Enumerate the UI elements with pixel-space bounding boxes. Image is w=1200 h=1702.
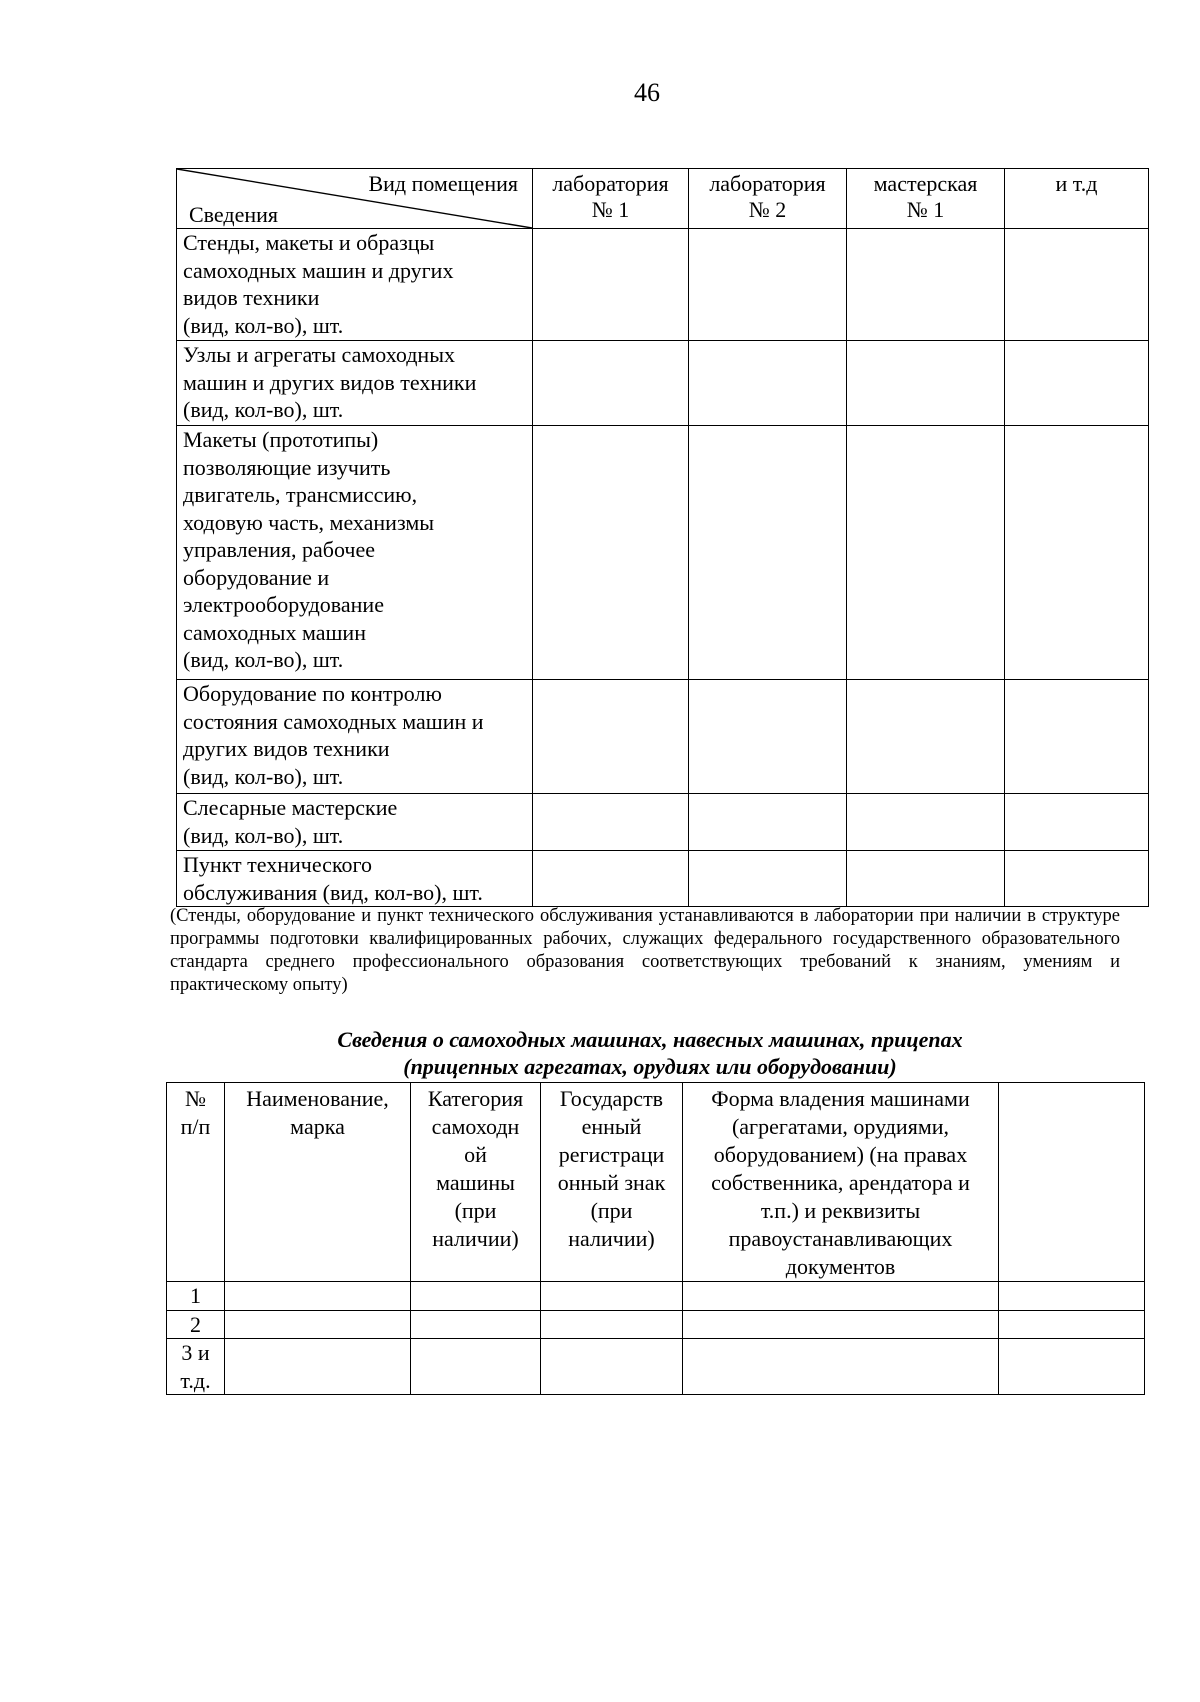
table-cell: [683, 1310, 999, 1339]
table-cell: [689, 851, 847, 907]
table-cell: [683, 1339, 999, 1395]
row-number: 1: [167, 1282, 225, 1311]
row-label: Оборудование по контролю состояния самоходных машин и других видов техники (вид, кол-во), шт.: [177, 680, 533, 794]
table-cell: [225, 1282, 411, 1311]
table-row: [167, 1282, 1145, 1311]
table-cell: [225, 1310, 411, 1339]
table-cell: [999, 1339, 1145, 1395]
table-cell: [541, 1282, 683, 1311]
machines-header-row: [167, 1083, 1145, 1282]
table-cell: [1005, 229, 1149, 341]
table-cell: [1005, 794, 1149, 851]
row-label: Стенды, макеты и образцы самоходных машин и других видов техники (вид, кол-во), шт.: [177, 229, 533, 341]
column-header: мастерская № 1: [847, 169, 1005, 229]
table-cell: [847, 851, 1005, 907]
table-cell: [533, 426, 689, 680]
corner-header-cell: [177, 169, 533, 229]
table-cell: [689, 229, 847, 341]
table-cell: [847, 794, 1005, 851]
table-row: [177, 426, 1149, 680]
column-header: лаборатория № 2: [689, 169, 847, 229]
table-cell: [541, 1310, 683, 1339]
corner-header-top: Вид помещения: [368, 171, 518, 196]
table-cell: [411, 1339, 541, 1395]
footnote: (Стенды, оборудование и пункт технического обслуживания устанавливаются в лаборатории при наличии в структуре программы подготовки квалифицированных рабочих, служащих федерального государственного образовательного стандарта среднего профессионального образования соответствующих требований к знаниям, умениям и практическому опыту): [170, 906, 1120, 995]
table-cell: [1005, 851, 1149, 907]
table-cell: [225, 1339, 411, 1395]
table-cell: [533, 229, 689, 341]
section-title: Сведения о самоходных машинах, навесных машинах, прицепах (прицепных агрегатах, орудиях или оборудовании): [337, 1027, 963, 1079]
table-cell: [541, 1339, 683, 1395]
row-number: 3 и т.д.: [167, 1339, 225, 1395]
table-cell: [533, 341, 689, 426]
table-cell: [1005, 426, 1149, 680]
row-label: Пункт технического обслуживания (вид, кол-во), шт.: [177, 851, 533, 907]
table-cell: [689, 341, 847, 426]
premises-header-row: [177, 169, 1149, 229]
table-row: [167, 1310, 1145, 1339]
table-cell: [847, 680, 1005, 794]
column-header: Наименование, марка: [225, 1083, 411, 1282]
premises-table: [176, 168, 1149, 907]
table-cell: [1005, 341, 1149, 426]
table-cell: [689, 794, 847, 851]
table-cell: [689, 680, 847, 794]
table-cell: [533, 680, 689, 794]
table-cell: [999, 1282, 1145, 1311]
table-cell: [411, 1282, 541, 1311]
table-cell: [847, 229, 1005, 341]
table-cell: [683, 1282, 999, 1311]
table-cell: [533, 794, 689, 851]
machines-table: [166, 1082, 1145, 1395]
table-row: [177, 794, 1149, 851]
page-number: 46: [634, 78, 660, 107]
table-row: [177, 680, 1149, 794]
column-header: и т.д: [1005, 169, 1149, 229]
table-row: [167, 1339, 1145, 1395]
table-cell: [999, 1310, 1145, 1339]
table-row: [177, 341, 1149, 426]
row-label: Макеты (прототипы) позволяющие изучить двигатель, трансмиссию, ходовую часть, механизмы управления, рабочее оборудование и электрооборудование самоходных машин (вид, кол-во), шт.: [177, 426, 533, 680]
table-cell: [1005, 680, 1149, 794]
table-row: [177, 851, 1149, 907]
column-header: [999, 1083, 1145, 1282]
column-header: Категория самоходн ой машины (при наличии): [411, 1083, 541, 1282]
table-row: [177, 229, 1149, 341]
table-cell: [689, 426, 847, 680]
table-cell: [847, 341, 1005, 426]
column-header: № п/п: [167, 1083, 225, 1282]
column-header: Государств енный регистраци онный знак (при наличии): [541, 1083, 683, 1282]
column-header: лаборатория № 1: [533, 169, 689, 229]
row-label: Слесарные мастерские (вид, кол-во), шт.: [177, 794, 533, 851]
table-cell: [411, 1310, 541, 1339]
row-number: 2: [167, 1310, 225, 1339]
table-cell: [533, 851, 689, 907]
table-cell: [847, 426, 1005, 680]
corner-header-bottom: Сведения: [189, 202, 279, 227]
column-header: Форма владения машинами (агрегатами, орудиями, оборудованием) (на правах собственника, арендатора и т.п.) и реквизиты правоустанавливающих документов: [683, 1083, 999, 1282]
row-label: Узлы и агрегаты самоходных машин и других видов техники (вид, кол-во), шт.: [177, 341, 533, 426]
